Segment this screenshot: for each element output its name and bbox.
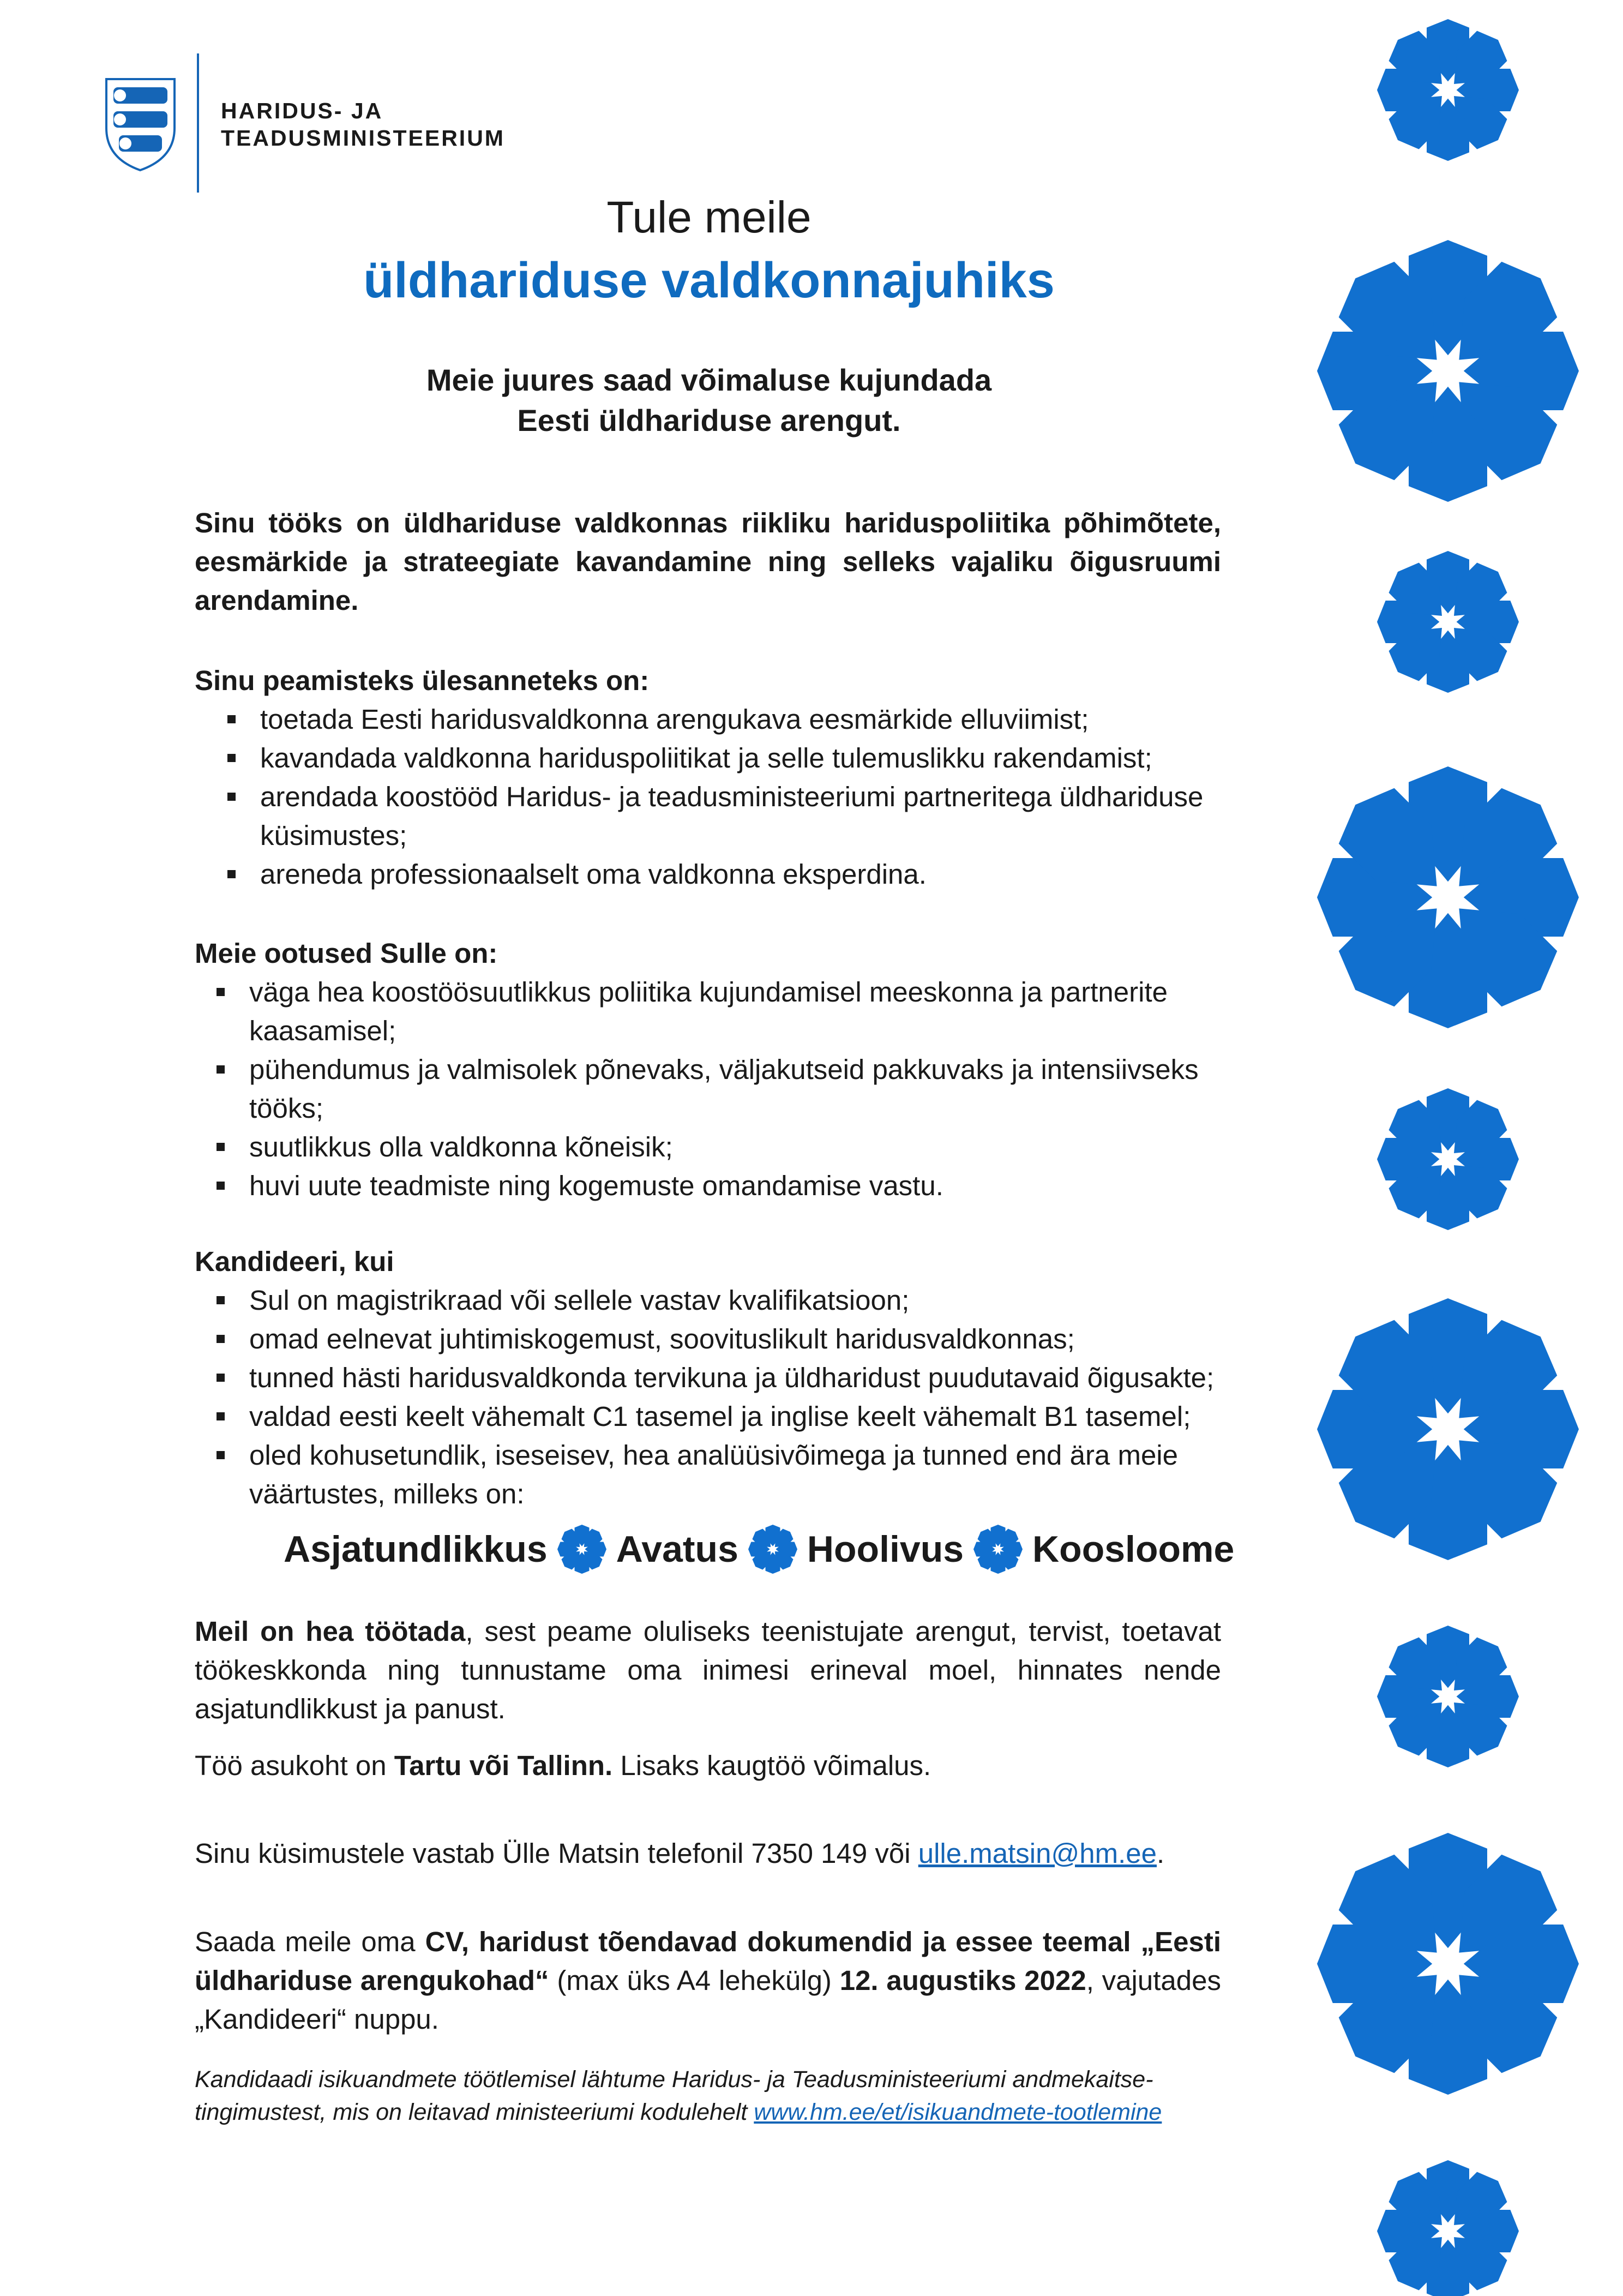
expectations-heading: Meie ootused Sulle on: xyxy=(195,938,498,969)
organization-name xyxy=(221,97,505,152)
benefits-paragraph xyxy=(195,1612,1221,1728)
contact-paragraph xyxy=(195,1834,1221,1873)
value-label: Asjatundlikkus xyxy=(284,1528,548,1570)
contact-email-link[interactable]: ulle.matsin@hm.ee xyxy=(918,1838,1157,1869)
logo-divider xyxy=(197,53,199,193)
contact-post: . xyxy=(1157,1838,1165,1869)
submit-documents: CV, haridust tõendavad dokumendid ja essee teemal „Eesti üldhariduse arengukohad“ xyxy=(195,1926,1221,1996)
tasks-section xyxy=(195,661,1221,894)
list-item: toetada Eesti haridusvaldkonna arengukava eesmärkide elluviimist; xyxy=(206,700,1221,739)
list-item: pühendumus ja valmisolek põnevaks, väljakutseid pakkuvaks ja intensiivseks tööks; xyxy=(195,1050,1221,1128)
privacy-note xyxy=(195,2063,1221,2129)
star-ornament-icon xyxy=(973,1525,1023,1574)
list-item: huvi uute teadmiste ning kogemuste omandamise vastu. xyxy=(195,1166,1221,1205)
intro-paragraph xyxy=(195,503,1221,620)
org-line-1: HARIDUS- JA xyxy=(221,98,383,123)
list-item: valdad eesti keelt vähemalt C1 tasemel ja inglise keelt vähemalt B1 tasemel; xyxy=(195,1397,1221,1436)
submit-text: Saada meile oma xyxy=(195,1926,425,1957)
star-ornament-column xyxy=(1233,0,1623,2296)
expectations-section xyxy=(195,934,1221,1205)
intro-text: Sinu tööks on üldhariduse valdkonnas riikliku hariduspoliitika põhimõtete, eesmärkide ja strateegiate kavandamine ning selleks vajaliku õigusruumi arendamine. xyxy=(195,507,1221,616)
apply-if-section xyxy=(195,1242,1221,1513)
list-item: kavandada valdkonna hariduspoliitikat ja selle tulemuslikku rakendamist; xyxy=(206,739,1221,777)
location-city: Tartu või Tallinn. xyxy=(394,1750,613,1781)
value-label: Hoolivus xyxy=(807,1528,964,1570)
location-pre: Töö asukoht on xyxy=(195,1750,394,1781)
subtitle xyxy=(0,360,1418,441)
privacy-text: Kandidaadi isikuandmete töötlemisel lähtume Haridus- ja Teadusministeeriumi andmekaitse-tingimustest, mis on leitavad ministeeriumi kodulehelt xyxy=(195,2066,1153,2125)
submit-text: , vajutades „Kandideeri“ nuppu. xyxy=(195,1965,1221,2035)
location-paragraph xyxy=(195,1746,1221,1785)
submit-deadline: 12. augustiks 2022 xyxy=(839,1965,1086,1996)
benefits-text: , sest peame oluliseks teenistujate arengut, tervist, toetavat töökeskkonda ning tunnustame oma inimesi erineval moel, hinnates nende asjatundlikkust ja panust. xyxy=(195,1616,1221,1724)
list-item: suutlikkus olla valdkonna kõneisik; xyxy=(195,1128,1221,1166)
value-label: Avatus xyxy=(616,1528,738,1570)
page-title: üldhariduse valdkonnajuhiks xyxy=(363,253,1055,308)
location-post: Lisaks kaugtöö võimalus. xyxy=(612,1750,931,1781)
subtitle-line-1: Meie juures saad võimaluse kujundada xyxy=(426,363,992,397)
list-item: Sul on magistrikraad või sellele vastav kvalifikatsioon; xyxy=(195,1281,1221,1320)
list-item: oled kohusetundlik, iseseisev, hea analüüsivõimega ja tunned end ära meie väärtustes, milleks on: xyxy=(195,1436,1221,1513)
title-lead: Tule meile xyxy=(606,193,812,242)
list-item: tunned hästi haridusvaldkonda tervikuna ja üldharidust puudutavaid õigusakte; xyxy=(195,1358,1221,1397)
list-item: arendada koostööd Haridus- ja teadusministeeriumi partneritega üldhariduse küsimustes; xyxy=(206,777,1221,855)
privacy-link[interactable]: www.hm.ee/et/isikuandmete-tootlemine xyxy=(754,2099,1162,2125)
tasks-heading: Sinu peamisteks ülesanneteks on: xyxy=(195,665,650,696)
submit-paragraph xyxy=(195,1922,1221,2039)
benefits-bold: Meil on hea töötada xyxy=(195,1616,466,1647)
list-item: areneda professionaalselt oma valdkonna eksperdina. xyxy=(206,855,1221,894)
star-ornament-icon xyxy=(748,1525,797,1574)
subtitle-line-2: Eesti üldhariduse arengut. xyxy=(517,403,901,437)
contact-text: Sinu küsimustele vastab Ülle Matsin telefonil 7350 149 või xyxy=(195,1838,918,1869)
submit-text: (max üks A4 lehekülg) xyxy=(549,1965,840,1996)
coat-of-arms-icon xyxy=(104,76,177,172)
values-row xyxy=(284,1525,1234,1574)
value-label: Koosloome xyxy=(1032,1528,1235,1570)
list-item: väga hea koostöösuutlikkus poliitika kujundamisel meeskonna ja partnerite kaasamisel; xyxy=(195,973,1221,1050)
org-line-2: TEADUSMINISTEERIUM xyxy=(221,125,505,151)
star-ornament-icon xyxy=(1317,19,1579,2296)
apply-if-heading: Kandideeri, kui xyxy=(195,1246,394,1277)
list-item: omad eelnevat juhtimiskogemust, soovituslikult haridusvaldkonnas; xyxy=(195,1320,1221,1358)
star-ornament-icon xyxy=(557,1525,606,1574)
